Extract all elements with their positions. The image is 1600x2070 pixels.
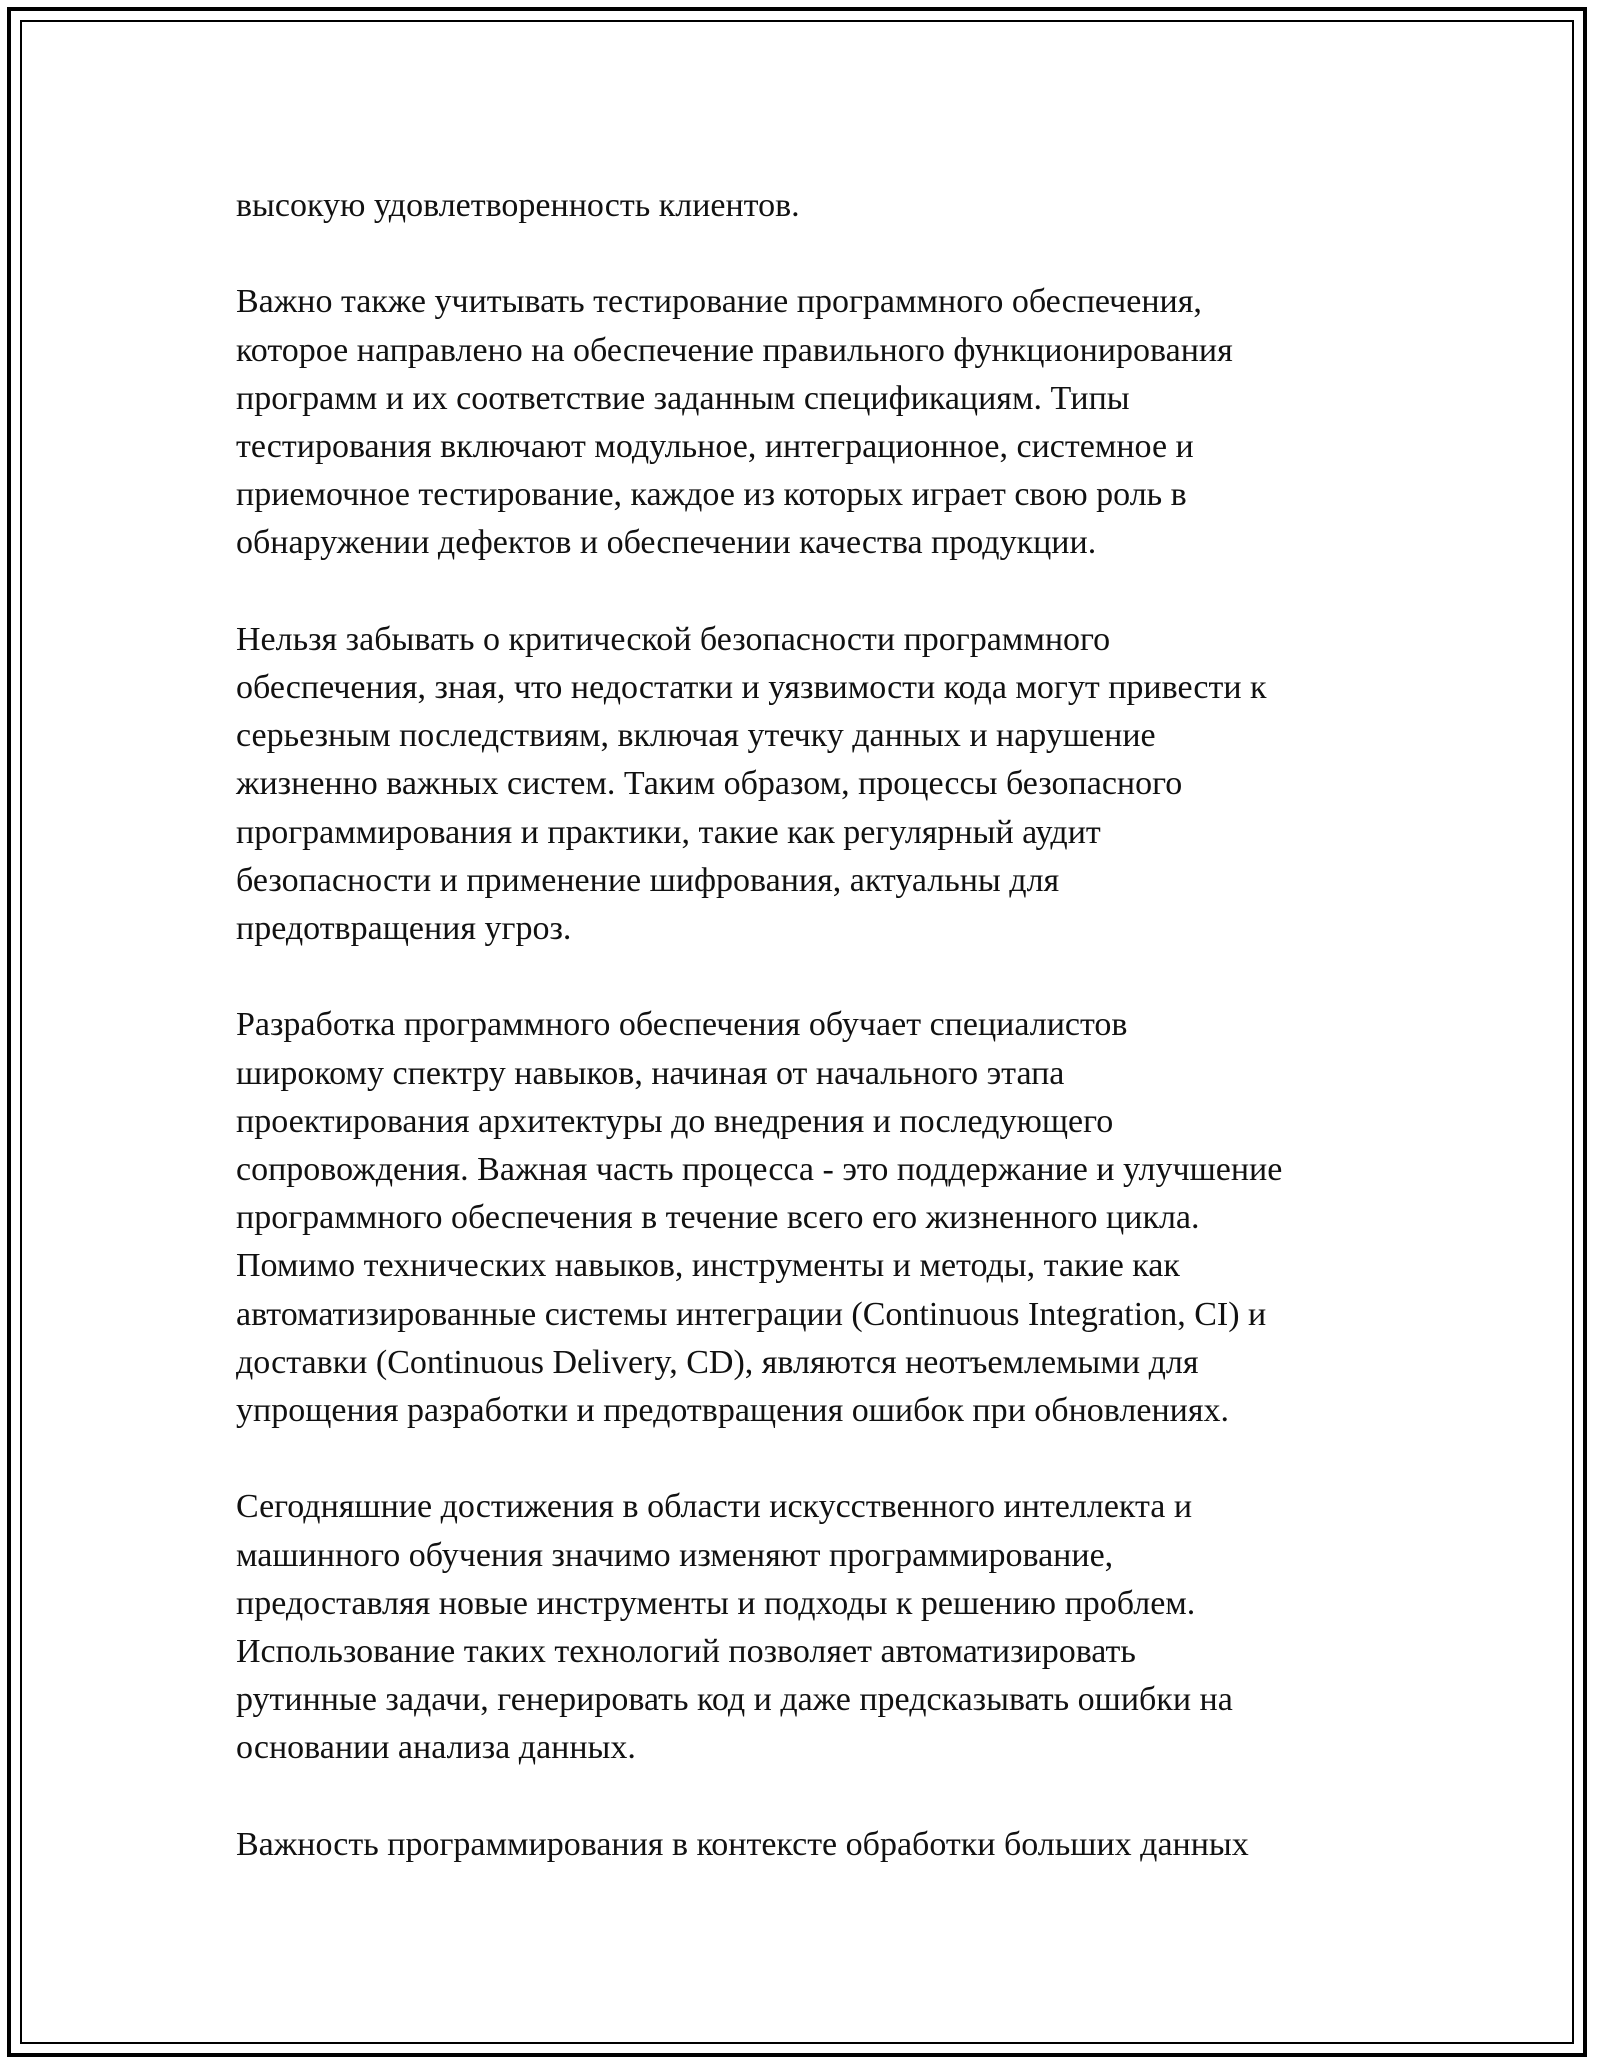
text-line: предотвращения угроз. xyxy=(236,910,572,948)
text-line: Важность программирования в контексте обработки больших данных xyxy=(236,1825,1249,1863)
text-line: тестирования включают модульное, интеграционное, системное и xyxy=(236,428,1194,465)
text-line: доставки (Continuous Delivery, CD), являются неотъемлемыми для xyxy=(236,1343,1199,1381)
text-line: обеспечения, зная, что недостатки и уязвимости кода могут привести к xyxy=(236,669,1267,706)
text-line: Важно также учитывать тестирование программного обеспечения, xyxy=(236,283,1202,321)
paragraph xyxy=(236,1483,1386,1772)
text-line: основании анализа данных. xyxy=(236,1729,636,1767)
document-body xyxy=(236,182,1386,1917)
text-line: высокую удовлетворенность клиентов. xyxy=(236,187,800,224)
text-line: предоставляя новые инструменты и подходы к решению проблем. xyxy=(236,1584,1196,1622)
text-line: широкому спектру навыков, начиная от начального этапа xyxy=(236,1054,1065,1092)
paragraph xyxy=(236,1001,1386,1435)
text-line: автоматизированные системы интеграции (Continuous Integration, CI) и xyxy=(236,1295,1267,1333)
text-line: рутинные задачи, генерировать код и даже предсказывать ошибки на xyxy=(236,1681,1233,1719)
text-line: Нельзя забывать о критической безопасности программного xyxy=(236,620,1111,658)
text-line: сопровождения. Важная часть процесса - это поддержание и улучшение xyxy=(236,1151,1283,1189)
text-line: машинного обучения значимо изменяют программирование, xyxy=(236,1536,1114,1574)
paragraph xyxy=(236,1821,1386,1869)
text-line: серьезным последствиям, включая утечку данных и нарушение xyxy=(236,717,1156,755)
paragraph xyxy=(236,182,1386,230)
text-line: Разработка программного обеспечения обучает специалистов xyxy=(236,1006,1128,1044)
text-line: проектирования архитектуры до внедрения и последующего xyxy=(236,1102,1114,1140)
text-line: жизненно важных систем. Таким образом, процессы безопасного xyxy=(236,765,1183,803)
text-line: которое направлено на обеспечение правильного функционирования xyxy=(236,331,1233,369)
text-line: приемочное тестирование, каждое из которых играет свою роль в xyxy=(236,476,1187,514)
paragraph xyxy=(236,616,1386,953)
text-line: программирования и практики, такие как регулярный аудит xyxy=(236,813,1101,851)
text-line: Использование таких технологий позволяет автоматизировать xyxy=(236,1633,1136,1671)
text-line: Сегодняшние достижения в области искусственного интеллекта и xyxy=(236,1488,1193,1526)
text-line: программ и их соответствие заданным спецификациям. Типы xyxy=(236,379,1130,417)
text-line: упрощения разработки и предотвращения ошибок при обновлениях. xyxy=(236,1392,1229,1430)
text-line: безопасности и применение шифрования, актуальны для xyxy=(236,861,1060,899)
text-line: программного обеспечения в течение всего его жизненного цикла. xyxy=(236,1199,1200,1237)
text-line: обнаружении дефектов и обеспечении качества продукции. xyxy=(236,524,1097,562)
paragraph xyxy=(236,278,1386,567)
text-line: Помимо технических навыков, инструменты и методы, такие как xyxy=(236,1247,1180,1285)
